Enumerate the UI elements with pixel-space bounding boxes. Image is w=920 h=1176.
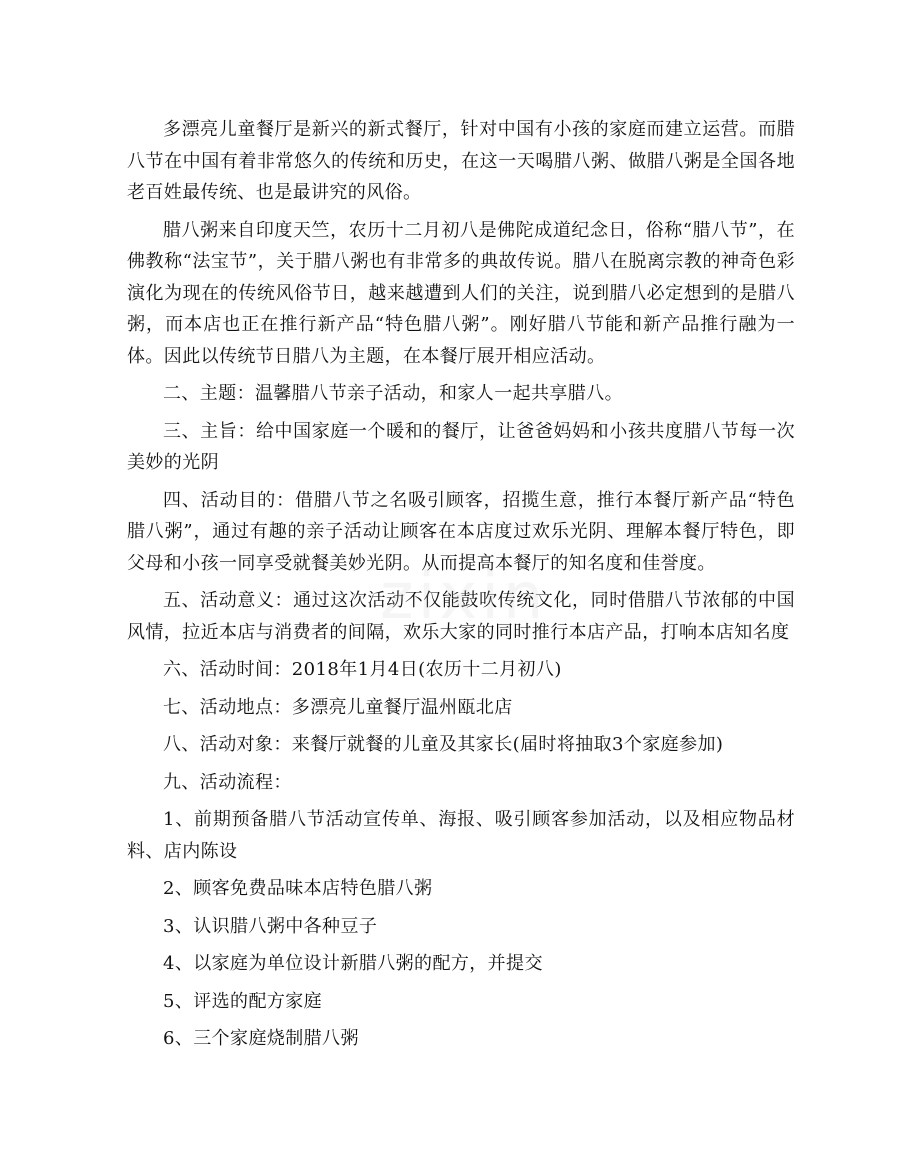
- document-body: [127, 114, 795, 1055]
- paragraph-intro: 多漂亮儿童餐厅是新兴的新式餐厅，针对中国有小孩的家庭而建立运营。而腊八节在中国有着非常悠久的传统和历史，在这一天喝腊八粥、做腊八粥是全国各地老百姓最传统、也是最讲究的风俗。: [127, 119, 795, 203]
- paragraph-significance: 五、活动意义：通过这次活动不仅能鼓吹传统文化，同时借腊八节浓郁的中国风情，拉近本店与消费者的间隔，欢乐大家的同时推行本店产品，打响本店知名度: [127, 590, 795, 643]
- paragraph-time: 六、活动时间：2018年1月4日(农历十二月初八): [163, 659, 562, 680]
- watermark-logo: zixin: [380, 560, 548, 634]
- paragraph-audience: 八、活动对象：来餐厅就餐的儿童及其家长(届时将抽取3个家庭参加): [163, 734, 724, 755]
- list-item-step-2: 2、顾客免费品味本店特色腊八粥: [163, 878, 433, 899]
- paragraph-location: 七、活动地点：多漂亮儿童餐厅温州瓯北店: [163, 696, 513, 718]
- list-item-step-3: 3、认识腊八粥中各种豆子: [163, 915, 378, 937]
- paragraph-background: 腊八粥来自印度天竺，农历十二月初八是佛陀成道纪念日，俗称“腊八节”，在佛教称“法宝节”，关于腊八粥也有非常多的典故传说。腊八在脱离宗教的神奇色彩演化为现在的传统风俗节日，越来越遭到人们的关注，说到腊八必定想到的是腊八粥，而本店也正在推行新产品“特色腊八粥”。刚好腊八节能和新产品推行融为一体。因此以传统节日腊八为主题，在本餐厅展开相应活动。: [127, 219, 795, 367]
- list-item-step-6: 6、三个家庭烧制腊八粥: [163, 1028, 359, 1049]
- paragraph-process-heading: 九、活动流程：: [163, 771, 292, 793]
- paragraph-purpose: 三、主旨：给中国家庭一个暖和的餐厅，让爸爸妈妈和小孩共度腊八节每一次美妙的光阴: [127, 420, 795, 473]
- list-item-step-4: 4、以家庭为单位设计新腊八粥的配方，并提交: [163, 953, 543, 974]
- list-item-step-5: 5、评选的配方家庭: [163, 990, 323, 1012]
- paragraph-goal: 四、活动目的：借腊八节之名吸引顾客，招揽生意，推行本餐厅新产品“特色腊八粥”，通过有趣的亲子活动让顾客在本店度过欢乐光阴、理解本餐厅特色，即父母和小孩一同享受就餐美妙光阴。从而提高本餐厅的知名度和佳誉度。: [127, 489, 795, 574]
- paragraph-theme: 二、主题：温馨腊八节亲子活动，和家人一起共享腊八。: [163, 383, 623, 404]
- list-item-step-1: 1、前期预备腊八节活动宣传单、海报、吸引顾客参加活动，以及相应物品材料、店内陈设: [127, 809, 795, 862]
